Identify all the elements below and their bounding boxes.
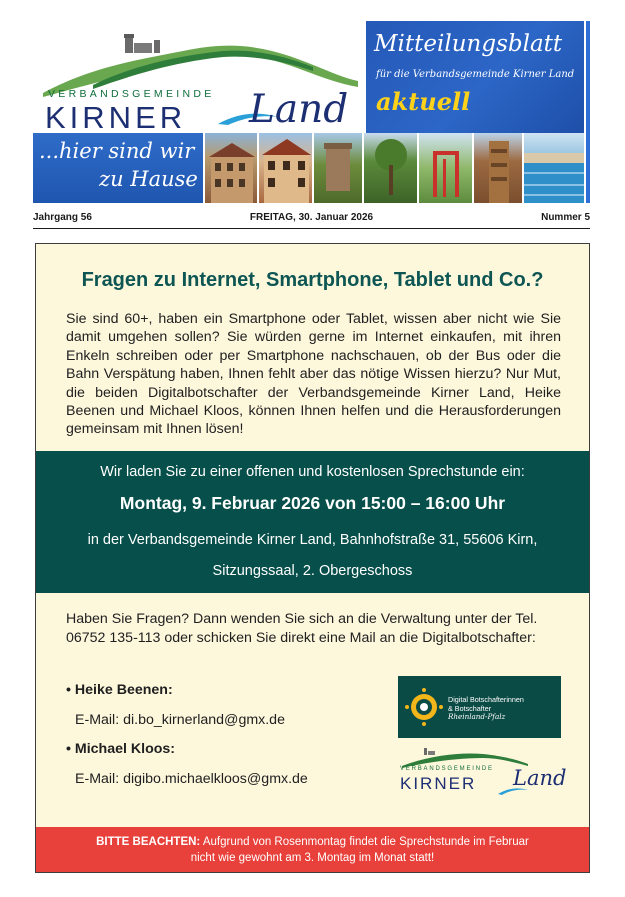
notice-band — [36, 827, 589, 873]
person-1-name: • Heike Beenen: — [66, 682, 173, 698]
event-invite: Wir laden Sie zu einer offenen und kostenlosen Sprechstunde ein: — [100, 464, 525, 480]
logo-verbandsgemeinde: VERBANDSGEMEINDE — [48, 88, 215, 100]
small-logo-kirner: KIRNER — [400, 774, 477, 793]
issue-date: FREITAG, 30. Januar 2026 — [249, 212, 374, 223]
person-2-name: • Michael Kloos: — [66, 741, 176, 757]
publication-title: Mitteilungsblatt — [374, 31, 563, 57]
masthead-right-bar — [586, 21, 590, 203]
photo-town-building — [203, 133, 257, 203]
notice-line-1 — [36, 834, 589, 850]
photo-tree-park — [362, 133, 417, 203]
photo-half-timbered-house — [257, 133, 312, 203]
logo-land: Land — [249, 87, 349, 132]
notice-label: BITTE BEACHTEN: — [96, 836, 201, 848]
slogan-line-2: zu Hause — [99, 167, 198, 191]
article-box — [35, 243, 590, 873]
title-panel — [366, 21, 584, 133]
event-band — [36, 451, 589, 593]
photo-swimming-pool — [522, 133, 584, 203]
event-address: in der Verbandsgemeinde Kirner Land, Bahnhofstraße 31, 55606 Kirn, — [87, 532, 538, 548]
notice-text: Aufgrund von Rosenmontag findet die Sprechstunde im Februar — [200, 836, 529, 848]
contact-paragraph: Haben Sie Fragen? Dann wenden Sie sich an die Verwaltung unter der Tel. 06752 135-113 oder schicken Sie direkt eine Mail an die Digitalbotschafter: — [66, 611, 538, 646]
digital-botschafter-emblem-icon — [398, 676, 448, 738]
photo-strip — [203, 133, 584, 203]
notice-line-2: nicht wie gewohnt am 3. Montag im Monat statt! — [190, 852, 435, 864]
person-2-email[interactable]: E-Mail: digibo.michaelkloos@gmx.de — [75, 771, 308, 787]
issue-bar — [33, 209, 590, 229]
issue-nummer: Nummer 5 — [541, 212, 590, 223]
small-logo-land: Land — [513, 766, 567, 790]
article-intro: Sie sind 60+, haben ein Smartphone oder Tablet, wissen aber nicht wie Sie damit umgehen sollen? Sie würden gerne im Internet einkaufen, mit ihren Enkeln schreiben oder per Smartphone nachschauen, ob der Bus oder die Bahn Verspätung haben, Ihnen fehlt aber das nötige Wissen hierzu? Nur Mut, die beiden Digitalbotschafter der Verbandsgemeinde Kirner Land, Heike Beenen und Michael Kloos, können Ihnen helfen und die Herausforderungen gemeinsam mit Ihnen lösen! — [66, 311, 561, 438]
photo-red-arch-sculpture — [417, 133, 472, 203]
digital-botschafter-logo — [398, 676, 561, 738]
kirner-land-small-logo — [398, 746, 567, 804]
article-headline: Fragen zu Internet, Smartphone, Tablet und Co.? — [81, 269, 544, 291]
aktuell-label: aktuell — [376, 87, 471, 116]
masthead — [33, 21, 590, 203]
digital-botschafter-text: Digital Botschafterinnen & Botschafter Rheinland-Pfalz — [448, 695, 524, 722]
person-1-email[interactable]: E-Mail: di.bo_kirnerland@gmx.de — [75, 712, 285, 728]
photo-stone-tower — [472, 133, 522, 203]
publication-subtitle: für die Verbandsgemeinde Kirner Land — [376, 69, 575, 80]
photo-castle-tower — [312, 133, 362, 203]
slogan-panel — [33, 133, 203, 203]
issue-jahrgang: Jahrgang 56 — [33, 212, 92, 223]
event-room: Sitzungssaal, 2. Obergeschoss — [212, 563, 413, 579]
event-date: Montag, 9. Februar 2026 von 15:00 – 16:00 Uhr — [119, 493, 506, 513]
kirner-land-logo — [33, 21, 366, 133]
small-logo-verbandsgemeinde: VERBANDSGEMEINDE — [400, 766, 494, 772]
slogan-line-1: ...hier sind wir — [39, 139, 195, 163]
logo-kirner: KIRNER — [45, 100, 187, 133]
